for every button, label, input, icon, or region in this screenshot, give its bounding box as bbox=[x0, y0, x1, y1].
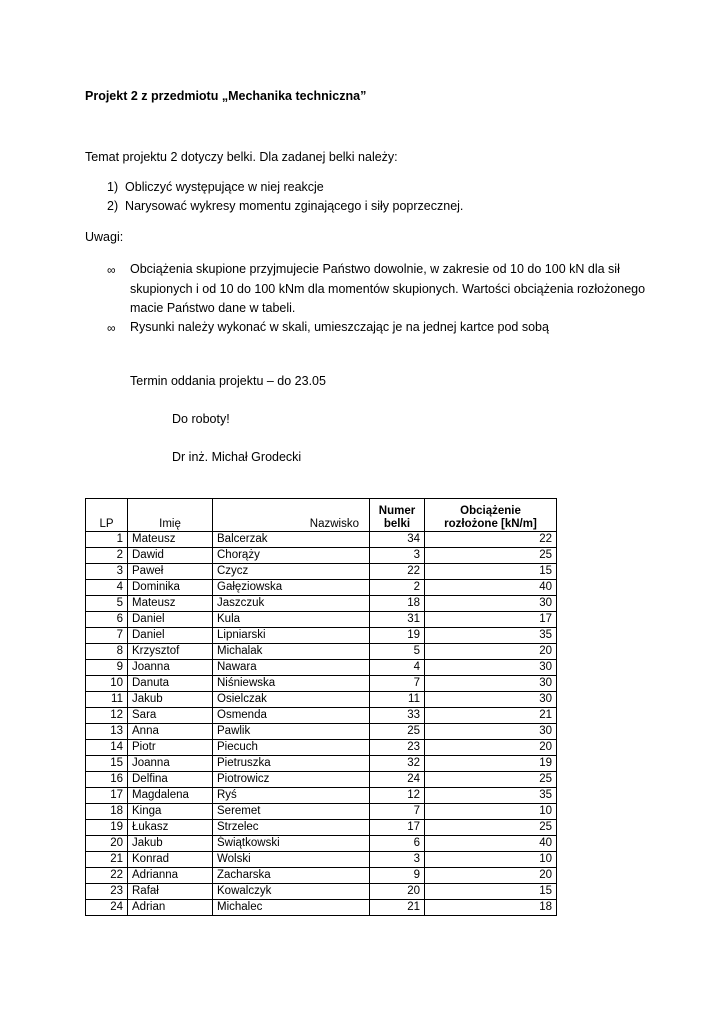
cell-imie: Daniel bbox=[128, 612, 213, 628]
cell-lp: 14 bbox=[86, 740, 128, 756]
cell-numer-belki: 4 bbox=[370, 660, 425, 676]
cell-imie: Joanna bbox=[128, 756, 213, 772]
cell-obciazenie: 20 bbox=[425, 644, 557, 660]
cell-nazwisko: Niśniewska bbox=[213, 676, 370, 692]
cell-lp: 9 bbox=[86, 660, 128, 676]
cell-imie: Dominika bbox=[128, 580, 213, 596]
cell-nazwisko: Kowalczyk bbox=[213, 884, 370, 900]
document-title: Projekt 2 z przedmiotu „Mechanika techniczna” bbox=[85, 89, 367, 103]
cell-lp: 5 bbox=[86, 596, 128, 612]
cell-obciazenie: 25 bbox=[425, 548, 557, 564]
table-row bbox=[86, 676, 557, 692]
cell-nazwisko: Osielczak bbox=[213, 692, 370, 708]
table-row bbox=[86, 804, 557, 820]
table-row bbox=[86, 836, 557, 852]
cell-nazwisko: Czycz bbox=[213, 564, 370, 580]
cell-imie: Jakub bbox=[128, 836, 213, 852]
cell-nazwisko: Kula bbox=[213, 612, 370, 628]
table-row bbox=[86, 740, 557, 756]
cell-obciazenie: 30 bbox=[425, 724, 557, 740]
cell-numer-belki: 33 bbox=[370, 708, 425, 724]
cell-imie: Jakub bbox=[128, 692, 213, 708]
cell-imie: Mateusz bbox=[128, 532, 213, 548]
table-row bbox=[86, 644, 557, 660]
cell-numer-belki: 9 bbox=[370, 868, 425, 884]
header-obc-line2: rozłożone [kN/m] bbox=[444, 518, 537, 530]
cell-obciazenie: 40 bbox=[425, 580, 557, 596]
cell-lp: 21 bbox=[86, 852, 128, 868]
cell-obciazenie: 35 bbox=[425, 628, 557, 644]
cell-obciazenie: 15 bbox=[425, 564, 557, 580]
cell-obciazenie: 15 bbox=[425, 884, 557, 900]
cell-numer-belki: 34 bbox=[370, 532, 425, 548]
task-item-2: 2) Narysować wykresy momentu zginającego i siły poprzecznej. bbox=[107, 199, 464, 213]
cell-obciazenie: 30 bbox=[425, 596, 557, 612]
table-row bbox=[86, 628, 557, 644]
cell-lp: 20 bbox=[86, 836, 128, 852]
cell-imie: Joanna bbox=[128, 660, 213, 676]
cell-obciazenie: 30 bbox=[425, 660, 557, 676]
cell-lp: 11 bbox=[86, 692, 128, 708]
cell-obciazenie: 18 bbox=[425, 900, 557, 916]
table-row bbox=[86, 692, 557, 708]
note-item-1: Obciążenia skupione przyjmujecie Państwo dowolnie, w zakresie od 10 do 100 kN dla sił skupionych i od 10 do 100 kNm dla momentów skupionych. Wartości obciążenia rozłożonego macie Państwo dane w tabeli. bbox=[130, 262, 646, 315]
cell-lp: 1 bbox=[86, 532, 128, 548]
notes-label: Uwagi: bbox=[85, 230, 124, 244]
cell-obciazenie: 25 bbox=[425, 772, 557, 788]
table-row bbox=[86, 548, 557, 564]
header-nazwisko: Nazwisko bbox=[213, 499, 370, 532]
cell-lp: 12 bbox=[86, 708, 128, 724]
task-item-1: 1) Obliczyć występujące w niej reakcje bbox=[107, 180, 324, 194]
cell-numer-belki: 25 bbox=[370, 724, 425, 740]
table-row bbox=[86, 884, 557, 900]
table-row bbox=[86, 564, 557, 580]
table-row bbox=[86, 900, 557, 916]
bullet-icon: ∞ bbox=[107, 263, 116, 277]
cell-numer-belki: 18 bbox=[370, 596, 425, 612]
cell-numer-belki: 19 bbox=[370, 628, 425, 644]
cell-imie: Łukasz bbox=[128, 820, 213, 836]
cell-nazwisko: Piotrowicz bbox=[213, 772, 370, 788]
cell-numer-belki: 31 bbox=[370, 612, 425, 628]
table-row bbox=[86, 772, 557, 788]
cell-numer-belki: 5 bbox=[370, 644, 425, 660]
cell-nazwisko: Pawlik bbox=[213, 724, 370, 740]
table-row bbox=[86, 532, 557, 548]
cell-imie: Adrianna bbox=[128, 868, 213, 884]
cell-nazwisko: Pietruszka bbox=[213, 756, 370, 772]
cell-obciazenie: 10 bbox=[425, 852, 557, 868]
cell-imie: Danuta bbox=[128, 676, 213, 692]
cell-nazwisko: Balcerzak bbox=[213, 532, 370, 548]
cell-nazwisko: Ryś bbox=[213, 788, 370, 804]
cell-numer-belki: 3 bbox=[370, 852, 425, 868]
cell-obciazenie: 20 bbox=[425, 740, 557, 756]
cell-imie: Delfina bbox=[128, 772, 213, 788]
cell-lp: 13 bbox=[86, 724, 128, 740]
table-row bbox=[86, 660, 557, 676]
header-numer-line1: Numer bbox=[378, 505, 416, 517]
cell-lp: 3 bbox=[86, 564, 128, 580]
cell-nazwisko: Michalec bbox=[213, 900, 370, 916]
cell-numer-belki: 24 bbox=[370, 772, 425, 788]
cell-nazwisko: Świątkowski bbox=[213, 836, 370, 852]
table-row bbox=[86, 596, 557, 612]
table-row bbox=[86, 852, 557, 868]
deadline-text: Termin oddania projektu – do 23.05 bbox=[130, 374, 326, 388]
cell-lp: 2 bbox=[86, 548, 128, 564]
bullet-icon: ∞ bbox=[107, 321, 116, 335]
cell-lp: 7 bbox=[86, 628, 128, 644]
header-numer-belki bbox=[370, 499, 425, 532]
cell-obciazenie: 10 bbox=[425, 804, 557, 820]
table-row bbox=[86, 820, 557, 836]
cell-imie: Paweł bbox=[128, 564, 213, 580]
cell-lp: 18 bbox=[86, 804, 128, 820]
cell-numer-belki: 20 bbox=[370, 884, 425, 900]
cell-lp: 24 bbox=[86, 900, 128, 916]
cell-obciazenie: 21 bbox=[425, 708, 557, 724]
cell-lp: 22 bbox=[86, 868, 128, 884]
cell-lp: 6 bbox=[86, 612, 128, 628]
table-row bbox=[86, 756, 557, 772]
intro-text: Temat projektu 2 dotyczy belki. Dla zadanej belki należy: bbox=[85, 150, 398, 164]
header-lp: LP bbox=[86, 499, 128, 532]
signature-text: Dr inż. Michał Grodecki bbox=[172, 450, 302, 464]
cell-nazwisko: Seremet bbox=[213, 804, 370, 820]
header-imie: Imię bbox=[128, 499, 213, 532]
cell-numer-belki: 23 bbox=[370, 740, 425, 756]
header-numer-line2: belki bbox=[383, 518, 411, 530]
table-row bbox=[86, 708, 557, 724]
closing-text: Do roboty! bbox=[172, 412, 230, 426]
table-body bbox=[86, 532, 557, 916]
table-row bbox=[86, 580, 557, 596]
cell-nazwisko: Gałęziowska bbox=[213, 580, 370, 596]
cell-nazwisko: Michalak bbox=[213, 644, 370, 660]
header-obciazenie bbox=[425, 499, 557, 532]
cell-nazwisko: Wolski bbox=[213, 852, 370, 868]
cell-lp: 4 bbox=[86, 580, 128, 596]
cell-obciazenie: 35 bbox=[425, 788, 557, 804]
cell-nazwisko: Zacharska bbox=[213, 868, 370, 884]
note-item-2: Rysunki należy wykonać w skali, umieszczając je na jednej kartce pod sobą bbox=[130, 320, 549, 334]
cell-numer-belki: 6 bbox=[370, 836, 425, 852]
cell-obciazenie: 30 bbox=[425, 692, 557, 708]
cell-obciazenie: 40 bbox=[425, 836, 557, 852]
header-obc-line1: Obciążenie bbox=[460, 505, 521, 517]
cell-numer-belki: 12 bbox=[370, 788, 425, 804]
table-row bbox=[86, 724, 557, 740]
cell-obciazenie: 17 bbox=[425, 612, 557, 628]
cell-lp: 23 bbox=[86, 884, 128, 900]
cell-imie: Mateusz bbox=[128, 596, 213, 612]
cell-numer-belki: 21 bbox=[370, 900, 425, 916]
cell-nazwisko: Chorąży bbox=[213, 548, 370, 564]
cell-numer-belki: 17 bbox=[370, 820, 425, 836]
cell-lp: 10 bbox=[86, 676, 128, 692]
cell-numer-belki: 22 bbox=[370, 564, 425, 580]
table-header-row bbox=[86, 499, 557, 532]
cell-imie: Magdalena bbox=[128, 788, 213, 804]
cell-numer-belki: 11 bbox=[370, 692, 425, 708]
cell-imie: Daniel bbox=[128, 628, 213, 644]
cell-imie: Dawid bbox=[128, 548, 213, 564]
cell-nazwisko: Jaszczuk bbox=[213, 596, 370, 612]
cell-numer-belki: 7 bbox=[370, 804, 425, 820]
cell-numer-belki: 2 bbox=[370, 580, 425, 596]
cell-obciazenie: 30 bbox=[425, 676, 557, 692]
cell-obciazenie: 20 bbox=[425, 868, 557, 884]
cell-lp: 16 bbox=[86, 772, 128, 788]
cell-obciazenie: 22 bbox=[425, 532, 557, 548]
table-row bbox=[86, 868, 557, 884]
cell-imie: Rafał bbox=[128, 884, 213, 900]
cell-imie: Anna bbox=[128, 724, 213, 740]
cell-nazwisko: Osmenda bbox=[213, 708, 370, 724]
cell-obciazenie: 25 bbox=[425, 820, 557, 836]
cell-numer-belki: 32 bbox=[370, 756, 425, 772]
cell-numer-belki: 3 bbox=[370, 548, 425, 564]
cell-lp: 19 bbox=[86, 820, 128, 836]
cell-nazwisko: Nawara bbox=[213, 660, 370, 676]
cell-imie: Krzysztof bbox=[128, 644, 213, 660]
cell-imie: Kinga bbox=[128, 804, 213, 820]
cell-imie: Piotr bbox=[128, 740, 213, 756]
cell-nazwisko: Lipniarski bbox=[213, 628, 370, 644]
cell-obciazenie: 19 bbox=[425, 756, 557, 772]
cell-lp: 8 bbox=[86, 644, 128, 660]
table-row bbox=[86, 612, 557, 628]
cell-imie: Sara bbox=[128, 708, 213, 724]
cell-nazwisko: Piecuch bbox=[213, 740, 370, 756]
cell-imie: Konrad bbox=[128, 852, 213, 868]
cell-numer-belki: 7 bbox=[370, 676, 425, 692]
cell-imie: Adrian bbox=[128, 900, 213, 916]
cell-lp: 15 bbox=[86, 756, 128, 772]
table-row bbox=[86, 788, 557, 804]
cell-lp: 17 bbox=[86, 788, 128, 804]
cell-nazwisko: Strzelec bbox=[213, 820, 370, 836]
assignment-table bbox=[85, 498, 557, 916]
